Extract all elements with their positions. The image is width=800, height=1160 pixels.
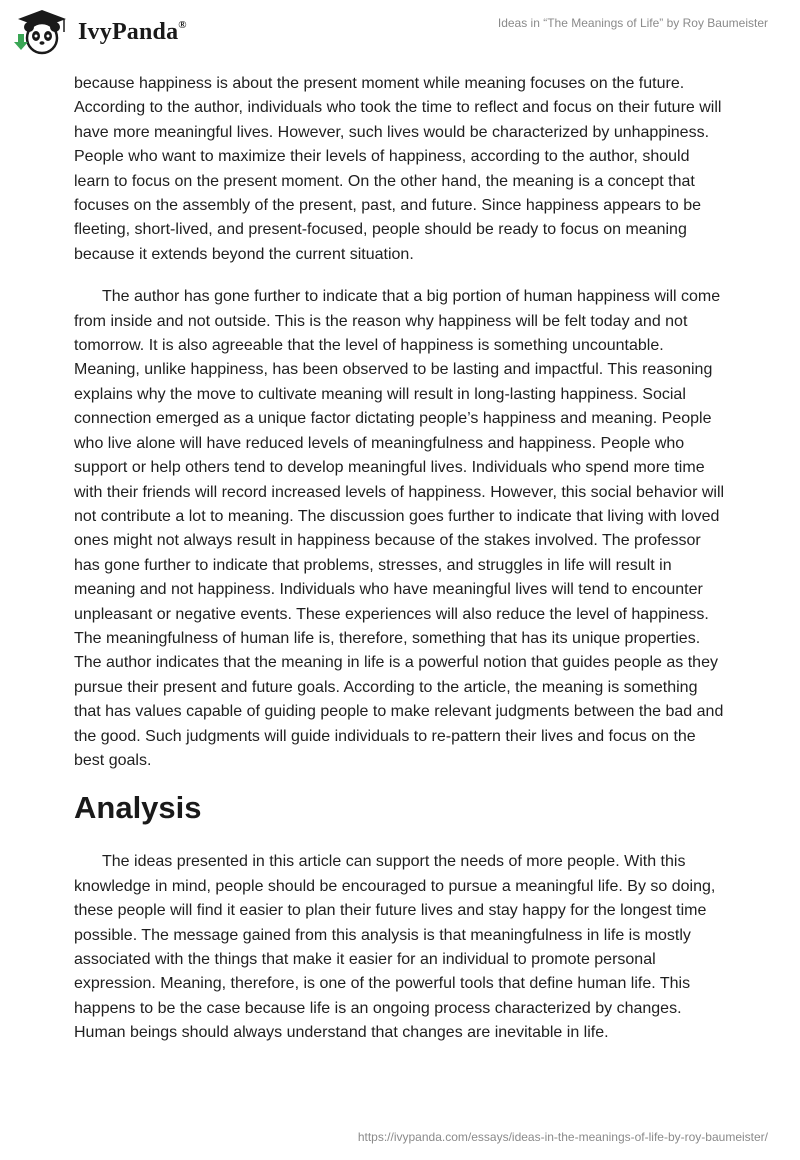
panda-logo-icon bbox=[14, 8, 70, 56]
analysis-heading: Analysis bbox=[74, 790, 202, 826]
paragraph-analysis: The ideas presented in this article can support the needs of more people. With this knowledge in mind, people should be encouraged to pursue a meaningful life. By so doing, these people will find it easier to plan their future lives and stay happy for the longest time possible. The message gained from this analysis is that meaningfulness in life is mostly associated with the things that make it easier for an individual to promote personal expression. Meaning, therefore, is one of the powerful tools that define human life. This happens to be the case because life is an ongoing process characterized by changes. Human beings should always understand that changes are inevitable in life. bbox=[74, 853, 716, 1042]
page-header bbox=[0, 0, 800, 70]
document-title: Ideas in “The Meanings of Life” by Roy Baumeister bbox=[497, 16, 768, 30]
essay-body bbox=[74, 72, 728, 1063]
source-url[interactable]: https://ivypanda.com/essays/ideas-in-the-meanings-of-life-by-roy-baumeister/ bbox=[357, 1130, 768, 1144]
paragraph-2: The author has gone further to indicate that a big portion of human happiness will come from inside and not outside. This is the reason why happiness will be felt today and not tomorrow. It is also agreeable that the level of happiness is something uncountable. Meaning, unlike happiness, has been observed to be lasting and impactful. This reasoning explains why the move to cultivate meaning will result in long-lasting happiness. Social connection emerged as a unique factor dictating people’s happiness and meaning. People who live alone will have reduced levels of meaningfulness and happiness. People who support or help others tend to develop meaningful lives. Individuals who spend more time with their friends will record increased levels of happiness. However, this social behavior will not contribute a lot to meaning. The discussion goes further to indicate that living with loved ones might not always result in happiness because of the stakes involved. The professor has gone further to indicate that problems, stresses, and struggles in life will result in meaning and not happiness. Individuals who have meaningful lives will tend to encounter unpleasant or negative events. These experiences will also reduce the level of happiness. The meaningfulness of human life is, therefore, something that has its unique properties. The author indicates that the meaning in life is a powerful notion that guides people as they pursue their present and future goals. According to the article, the meaning is something that has values capable of guiding people to make relevant judgments between the bad and the good. Such judgments will guide individuals to re-pattern their lives and focus on the best goals. bbox=[74, 288, 725, 769]
brand-name: IvyPanda® bbox=[78, 18, 187, 45]
paragraph-continued: because happiness is about the present moment while meaning focuses on the future. According to the author, individuals who took the time to reflect and focus on their future will have more meaningful lives. However, such lives would be characterized by unhappiness. People who want to maximize their levels of happiness, according to the author, should learn to focus on the present moment. On the other hand, the meaning is a concept that focuses on the assembly of the present, past, and future. Since happiness appears to be fleeting, short-lived, and present-focused, people should be ready to focus on meaning because it extends beyond the current situation. bbox=[74, 75, 722, 263]
brand-logo[interactable] bbox=[14, 8, 187, 56]
